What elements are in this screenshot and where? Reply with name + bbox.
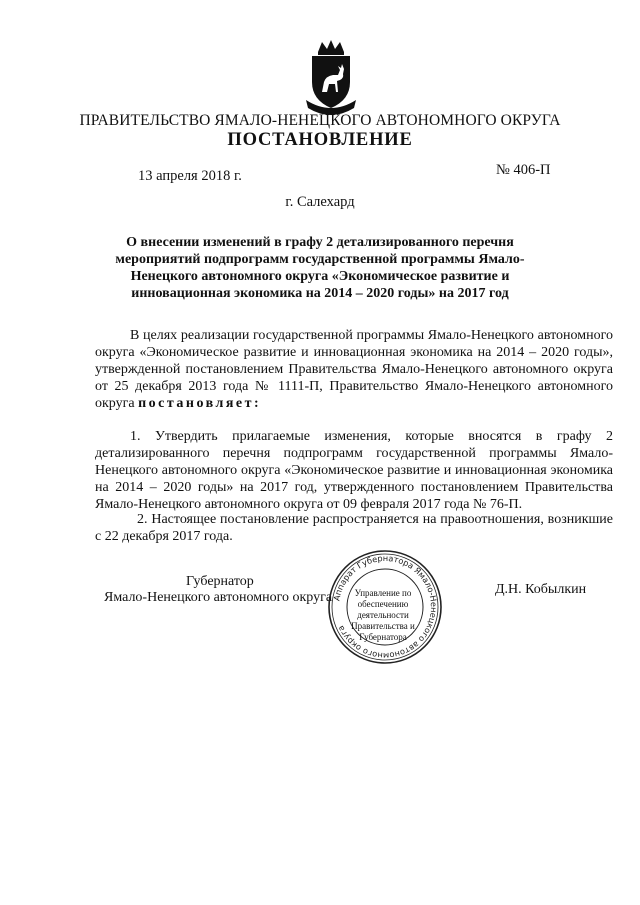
intro-paragraph xyxy=(95,327,613,412)
document-date: 13 апреля 2018 г. xyxy=(138,168,242,184)
item-2-paragraph: 2. Настоящее постановление распространяется на правоотношения, возникшие с 22 декабря 2017 года. xyxy=(95,512,613,544)
stamp-center-text: Управление по обеспечению деятельности Правительства и Губернатора xyxy=(351,588,415,642)
government-name: ПРАВИТЕЛЬСТВО ЯМАЛО-НЕНЕЦКОГО АВТОНОМНОГО ОКРУГА xyxy=(79,112,561,129)
intro-text: В целях реализации государственной программы Ямало-Ненецкого автономного округа «Экономическое развитие и инновационная экономика на 2014 – 2020 годы», утвержденной постановлением Правительства Ямало-Ненецкого автономного округа от 25 декабря 2013 года № 1111-П, Правительство Ямало-Ненецкого автономного округа xyxy=(95,328,613,411)
document-title: О внесении изменений в графу 2 детализированного перечня мероприятий подпрограмм государственной программы Ямало-Ненецкого автономного округа «Экономическое развитие и инновационная экономика на 2014 – 2020 годы» на 2017 год xyxy=(115,235,525,301)
document-city: г. Салехард xyxy=(285,194,355,210)
stamp-ring-text: Аппарат Губернатора Ямало-Ненецкого автономного округа xyxy=(331,552,440,662)
resolves-word: постановляет: xyxy=(138,396,262,411)
item-1-paragraph: 1. Утвердить прилагаемые изменения, которые вносятся в графу 2 детализированного перечня подпрограмм государственной программы Ямало-Ненецкого автономного округа «Экономическое развитие и инновационная экономика на 2014 – 2020 годы» на 2017 год, утвержденного постановлением Правительства Ямало-Ненецкого автономного округа от 09 февраля 2017 года № 76-П. xyxy=(95,429,613,512)
document-number: № 406-П xyxy=(496,162,551,178)
signer-organization: Ямало-Ненецкого автономного округа xyxy=(104,590,333,605)
signer-title: Губернатор xyxy=(186,574,254,589)
document-type: ПОСТАНОВЛЕНИЕ xyxy=(227,130,413,150)
signer-name: Д.Н. Кобылкин xyxy=(495,582,587,597)
coat-of-arms-icon xyxy=(300,38,362,116)
